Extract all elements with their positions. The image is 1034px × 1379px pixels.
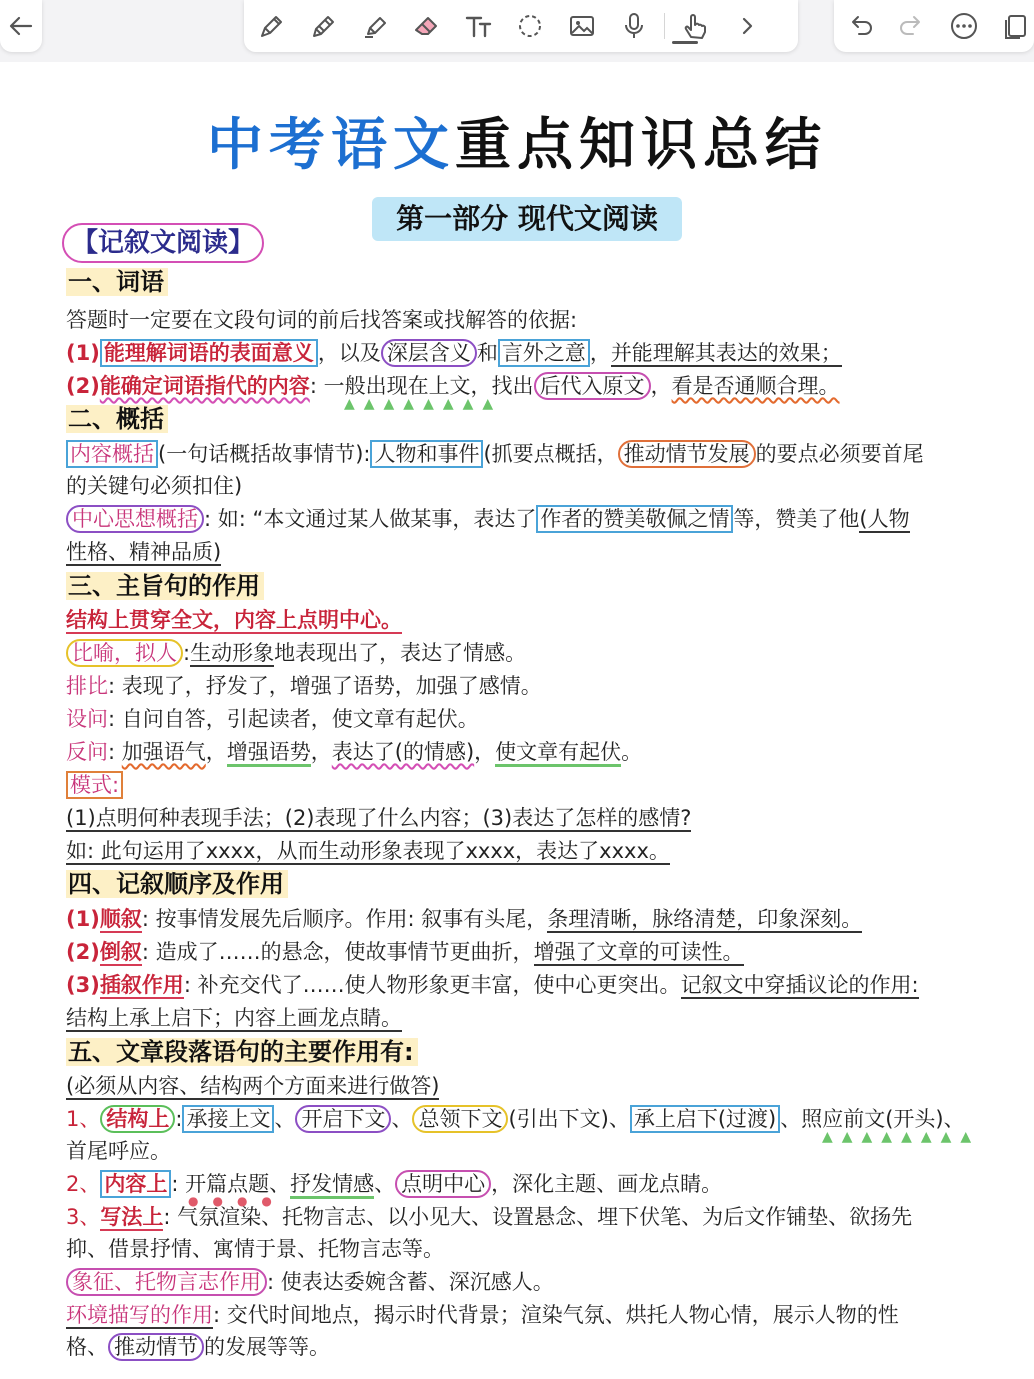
s2-line2: 的关键句必须扣住) xyxy=(66,474,243,498)
text-fragment: 人物和事件 xyxy=(370,440,483,468)
s5-line8 xyxy=(66,1331,1006,1363)
text-fragment: 总领下文 xyxy=(412,1105,508,1133)
text-fragment: (1) xyxy=(66,907,100,931)
text-fragment: : xyxy=(108,740,122,764)
text-fragment: 看是否通顺合理。 xyxy=(671,374,840,398)
text-fragment: (1) xyxy=(66,341,100,365)
text-fragment: (3) xyxy=(66,973,100,997)
s3-line8 xyxy=(66,835,1006,867)
s3-line1 xyxy=(66,604,1006,636)
microphone-icon[interactable] xyxy=(608,4,660,48)
text-fragment: 言外之意 xyxy=(498,339,590,367)
text-fragment: 反问 xyxy=(66,740,108,764)
pages-icon[interactable] xyxy=(990,4,1034,48)
text-fragment: ，深化主题、画龙点睛。 xyxy=(491,1172,723,1196)
text-fragment: 后代入原文 xyxy=(534,372,651,400)
title-dark: 重点知识总结 xyxy=(455,113,827,178)
text-fragment: (引出下文)、 xyxy=(508,1107,630,1131)
toolbar xyxy=(0,0,1034,62)
pen-icon[interactable] xyxy=(244,4,296,48)
s5-line2: 首尾呼应。 xyxy=(66,1139,171,1163)
s1-line2 xyxy=(66,370,1006,402)
s1-intro: 答题时一定要在文段句词的前后找答案或找解答的依据: xyxy=(66,308,578,332)
text-fragment: 性格、精神品质) xyxy=(66,540,222,564)
text-fragment: : 按事情发展先后顺序。作用: 叙事有头尾， xyxy=(141,907,548,931)
text-fragment: 写法上 xyxy=(100,1205,164,1229)
text-fragment: 和 xyxy=(476,341,498,365)
eraser-icon[interactable] xyxy=(400,4,452,48)
text-fragment: 五、文章段落语句的主要作用有: xyxy=(66,1038,418,1066)
text-fragment: 、照应前文(开头)、 xyxy=(780,1107,965,1131)
text-fragment: 四、记叙顺序及作用 xyxy=(66,870,288,898)
text-fragment: 结构上 xyxy=(100,1105,175,1133)
text-fragment: 并能理解其表达的效果； xyxy=(610,341,842,365)
text-fragment: 顺叙 xyxy=(99,907,142,931)
highlighter-icon[interactable] xyxy=(348,4,400,48)
image-icon[interactable] xyxy=(556,4,608,48)
text-fragment: 深层含义 xyxy=(381,339,477,367)
text-fragment: 三、主旨句的作用 xyxy=(66,572,264,600)
s4-line4 xyxy=(66,1002,1006,1034)
heading-3 xyxy=(66,570,1006,603)
s3-line2 xyxy=(66,637,1006,669)
text-fragment: 推动情节发展 xyxy=(618,440,756,468)
text-fragment: 点明中心 xyxy=(395,1170,491,1198)
s4-line3 xyxy=(66,969,1006,1001)
triangle-marks-2: ▲▲▲▲▲▲▲▲ xyxy=(822,1129,981,1145)
text-fragment: 内容概括 xyxy=(66,440,158,468)
active-tool-indicator xyxy=(672,41,698,44)
text-fragment: 开启下文 xyxy=(295,1105,391,1133)
text-fragment: 加强语气 xyxy=(121,740,206,764)
part-label: 第一部分 现代文阅读 xyxy=(372,197,682,241)
s2-line1 xyxy=(66,438,1006,470)
text-fragment: 排比 xyxy=(66,674,108,698)
text-fragment: ， xyxy=(650,374,672,398)
text-fragment: 结构上承上启下；内容上画龙点睛。 xyxy=(66,1006,402,1030)
text-fragment: : xyxy=(183,641,191,665)
s4-line1 xyxy=(66,903,1006,935)
text-fragment: : 如: “本文通过某人做某事，表达了 xyxy=(204,507,537,531)
title-blue: 中考语文 xyxy=(207,113,455,178)
text-fragment: ， xyxy=(589,341,611,365)
redo-icon[interactable] xyxy=(886,4,938,48)
document-page xyxy=(0,62,1034,1379)
text-fragment: 承接上文 xyxy=(182,1105,274,1133)
s5-line4 xyxy=(66,1201,1006,1233)
dot-marks: ●●●● xyxy=(188,1194,286,1208)
text-fragment: (2) xyxy=(66,940,100,964)
s2-line4 xyxy=(66,536,1006,568)
text-fragment: 象征、托物言志作用 xyxy=(66,1268,267,1296)
text-fragment: 环境描写的作用 xyxy=(66,1303,213,1327)
s2-line3 xyxy=(66,503,1006,535)
text-fragment: 内容上 xyxy=(100,1170,171,1198)
text-fragment: 如: 此句运用了xxxx，从而生动形象表现了xxxx，表达了xxxx。 xyxy=(66,839,670,863)
text-fragment: 。 xyxy=(621,740,643,764)
toolbar-right xyxy=(834,0,1034,52)
text-fragment: : 表现了，抒发了，增强了语势，加强了感情。 xyxy=(108,674,542,698)
text-fragment: 设问 xyxy=(66,707,108,731)
text-fragment: 、 xyxy=(391,1107,413,1131)
text-fragment: 3、 xyxy=(66,1205,101,1229)
text-fragment: : 气氛渲染、托物言志、以小见大、设置悬念、埋下伏笔、为后文作铺垫、欲扬先 xyxy=(163,1205,913,1229)
text-fragment: 、 xyxy=(274,1107,296,1131)
text-fragment: 结构上贯穿全文，内容上点明中心。 xyxy=(66,608,402,632)
text-fragment: 抒发情感 xyxy=(290,1172,374,1199)
text-fragment: 中心思想概括 xyxy=(66,505,204,533)
s5-line7 xyxy=(66,1299,1006,1331)
text-fragment: : 使表达委婉含蓄、深沉感人。 xyxy=(267,1270,554,1294)
s3-line5 xyxy=(66,736,1006,768)
text-fragment: : 交代时间地点，揭示时代背景；渲染气氛、烘托人物心情，展示人物的性 xyxy=(213,1303,899,1327)
text-fragment: (必须从内容、结构两个方面来进行做答) xyxy=(66,1074,440,1098)
text-fragment: : 一般出现在上文，找出 xyxy=(309,374,534,398)
heading-1 xyxy=(66,266,1006,299)
text-icon[interactable] xyxy=(452,4,504,48)
text-fragment: 表达了(的情感) xyxy=(331,740,475,764)
s3-line4 xyxy=(66,703,1006,735)
text-fragment: (2) xyxy=(66,374,100,398)
heading-2 xyxy=(66,403,1006,436)
undo-icon[interactable] xyxy=(834,4,886,48)
text-fragment: 推动情节 xyxy=(108,1333,204,1361)
text-fragment: 承上启下(过渡) xyxy=(630,1105,780,1133)
text-fragment: (人物 xyxy=(859,507,910,531)
s5-line5: 抑、借景抒情、寓情于景、托物言志等。 xyxy=(66,1237,444,1261)
s3-line3 xyxy=(66,670,1006,702)
text-fragment: ， xyxy=(474,740,496,764)
more-icon[interactable] xyxy=(938,4,990,48)
text-fragment: 生动形象 xyxy=(190,641,275,665)
text-fragment: 倒叙 xyxy=(99,940,142,964)
s3-line7 xyxy=(66,802,1006,834)
text-fragment: 作者的赞美敬佩之情 xyxy=(536,505,733,533)
text-fragment: 二、概括 xyxy=(66,405,168,433)
text-fragment: 等，赞美了他 xyxy=(733,507,860,531)
text-fragment: 1、 xyxy=(66,1107,101,1131)
text-fragment: ，以及 xyxy=(317,341,381,365)
text-fragment: 增强了文章的可读性。 xyxy=(533,940,744,964)
s5-line6 xyxy=(66,1266,1006,1298)
text-fragment: 地表现出了，表达了情感。 xyxy=(274,641,527,665)
pen-alt-icon[interactable] xyxy=(296,4,348,48)
text-fragment: (1)点明何种表现手法；(2)表现了什么内容；(3)表达了怎样的感情? xyxy=(66,806,692,830)
text-fragment: ， xyxy=(205,740,227,764)
text-fragment: 的发展等等。 xyxy=(204,1335,330,1359)
text-fragment: 插叙作用 xyxy=(99,973,184,997)
text-fragment: 模式: xyxy=(66,771,123,799)
toolbar-left xyxy=(0,0,42,52)
page-title xyxy=(0,114,1034,178)
text-fragment: (一句话概括故事情节): xyxy=(158,442,371,466)
heading-5 xyxy=(66,1036,1006,1069)
text-fragment: 比喻，拟人 xyxy=(66,639,183,667)
text-fragment: 条理清晰，脉络清楚，印象深刻。 xyxy=(547,907,863,931)
text-fragment: 使文章有起伏 xyxy=(495,740,621,767)
heading-4 xyxy=(66,868,1006,901)
section-tag: 【记叙文阅读】 xyxy=(62,223,264,263)
triangle-marks: ▲▲▲▲▲▲▲▲ xyxy=(344,396,503,412)
text-fragment: : 造成了……的悬念，使故事情节更曲折， xyxy=(141,940,534,964)
lasso-icon[interactable] xyxy=(504,4,556,48)
text-fragment: 记叙文中穿插议论的作用: xyxy=(680,973,919,997)
s4-line2 xyxy=(66,936,1006,968)
text-fragment: ， xyxy=(310,740,332,764)
text-fragment: 的要点必须要首尾 xyxy=(755,442,924,466)
text-fragment: 、 xyxy=(374,1172,396,1196)
chevron-right-icon[interactable] xyxy=(721,4,773,48)
text-fragment: : 开篇点题、 xyxy=(171,1172,291,1196)
text-fragment: 一、词语 xyxy=(66,268,168,296)
text-fragment: 格、 xyxy=(66,1335,108,1359)
text-fragment: : 自问自答，引起读者，使文章有起伏。 xyxy=(108,707,479,731)
toolbar-separator xyxy=(664,13,665,39)
s3-line6 xyxy=(66,769,1006,801)
text-fragment: 能理解词语的表面意义 xyxy=(100,339,318,367)
text-fragment: (抓要点概括， xyxy=(483,442,618,466)
text-fragment: : xyxy=(175,1107,183,1131)
text-fragment: 增强语势 xyxy=(227,740,311,767)
text-fragment: 2、 xyxy=(66,1172,101,1196)
s1-line1 xyxy=(66,337,1006,369)
text-fragment: : 补充交代了……使人物形象更丰富，使中心更突出。 xyxy=(183,973,681,997)
text-fragment: 能确定词语指代的内容 xyxy=(99,374,310,398)
toolbar-tools xyxy=(244,0,798,52)
s5-line0 xyxy=(66,1070,1006,1102)
arrow-left-icon[interactable] xyxy=(0,4,47,48)
